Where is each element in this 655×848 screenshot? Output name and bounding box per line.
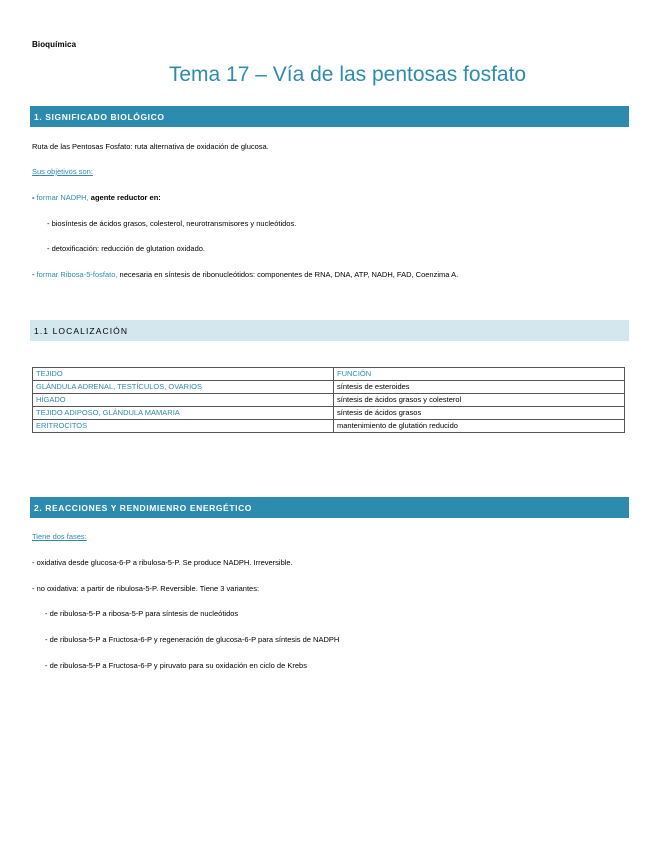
table-header-row <box>33 368 625 381</box>
table-cell: ERITROCITOS <box>33 420 334 433</box>
objective-2 <box>32 270 458 279</box>
table-row <box>33 394 625 407</box>
variant-2: - de ribulosa-5-P a Fructosa-6-P y regeneración de glucosa-6-P para síntesis de NADPH <box>45 635 340 644</box>
objective-1-text: agente reductor en: <box>88 193 161 202</box>
table-row <box>33 407 625 420</box>
table-cell: síntesis de ácidos grasos <box>334 407 625 420</box>
objectives-label: Sus objetivos son: <box>32 167 93 176</box>
objective-1-sub-1: - biosíntesis de ácidos grasos, colesterol, neurotransmisores y nucleótidos. <box>47 219 297 228</box>
table-cell: GLÁNDULA ADRENAL, TESTÍCULOS, OVARIOS <box>33 381 334 394</box>
table-cell: HÍGADO <box>33 394 334 407</box>
header-subject: Bioquímica <box>32 40 77 49</box>
variant-1: - de ribulosa-5-P a ribosa-5-P para síntesis de nucleótidos <box>45 609 239 618</box>
table-header-cell: TEJIDO <box>33 368 334 381</box>
phases-label: Tiene dos fases: <box>32 532 87 541</box>
objective-1-prefix: - <box>32 193 37 202</box>
objective-2-text: necesaria en síntesis de ribonucleótidos: componentes de RNA, DNA, ATP, NADH, FAD, Coenzima A. <box>117 270 459 279</box>
table-row <box>33 381 625 394</box>
section-2-heading: 2. REACCIONES Y RENDIMIENRO ENERGÉTICO <box>30 497 629 518</box>
phase-1: - oxidativa desde glucosa-6-P a ribulosa-5-P. Se produce NADPH. Irreversible. <box>32 558 293 567</box>
variant-3: - de ribulosa-5-P a Fructosa-6-P y piruvato para su oxidación en ciclo de Krebs <box>45 661 307 670</box>
objective-1-sub-2: - detoxificación: reducción de glutation oxidado. <box>47 244 206 253</box>
table-cell: síntesis de esteroides <box>334 381 625 394</box>
objective-1 <box>32 193 161 202</box>
objective-2-prefix: - <box>32 270 37 279</box>
table-cell: síntesis de ácidos grasos y colesterol <box>334 394 625 407</box>
intro-text: Ruta de las Pentosas Fosfato: ruta alternativa de oxidación de glucosa. <box>32 142 269 151</box>
phase-2: - no oxidativa: a partir de ribulosa-5-P. Reversible. Tiene 3 variantes: <box>32 584 260 593</box>
page-title: Tema 17 – Vía de las pentosas fosfato <box>168 63 527 86</box>
table-cell: mantenimiento de glutatión reducido <box>334 420 625 433</box>
localization-table <box>32 367 625 433</box>
table-row <box>33 420 625 433</box>
table-cell: TEJIDO ADIPOSO, GLÁNDULA MAMARIA <box>33 407 334 420</box>
objective-1-link: formar NADPH, <box>36 193 89 202</box>
section-1-heading: 1. SIGNIFICADO BIOLÓGICO <box>30 106 629 127</box>
section-1-1-heading: 1.1 LOCALIZACIÓN <box>30 320 629 341</box>
table-header-cell: FUNCIÓN <box>334 368 625 381</box>
objective-2-link: formar Ribosa-5-fosfato, <box>36 270 118 279</box>
